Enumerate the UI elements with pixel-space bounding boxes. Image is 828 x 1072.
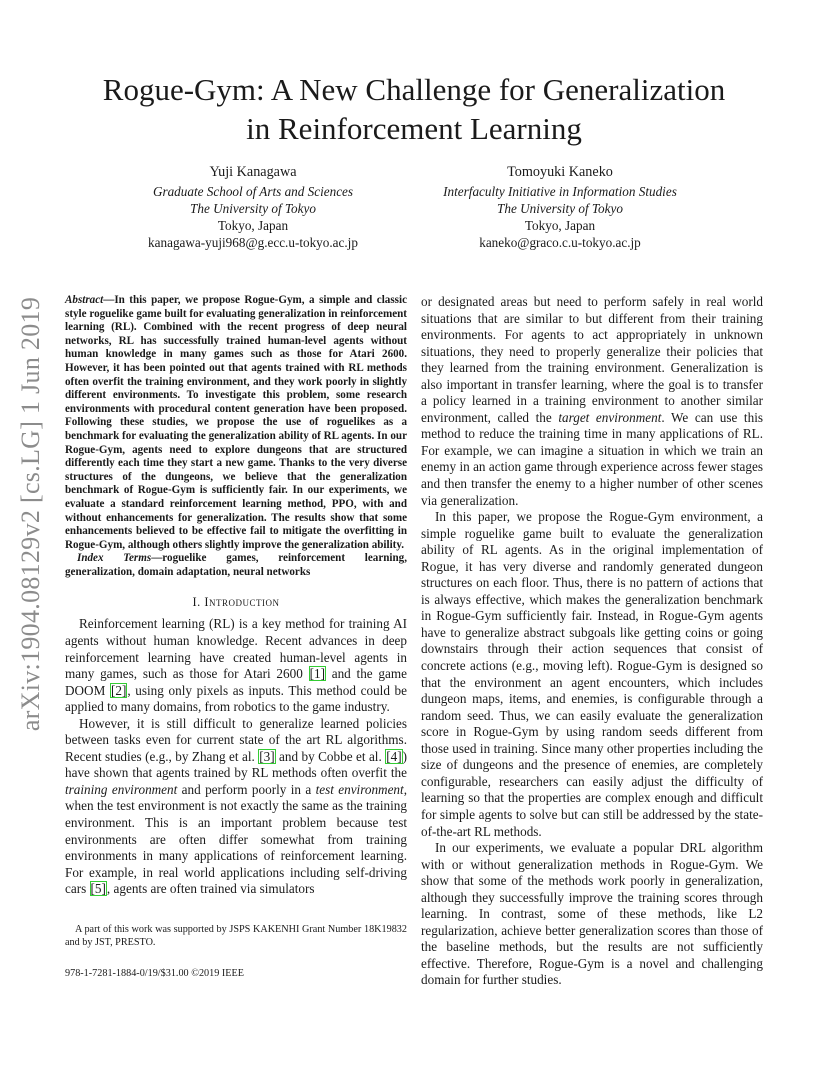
index-terms <box>65 552 407 579</box>
section-title: Introduction <box>204 595 280 610</box>
footnote: A part of this work was supported by JSPS KAKENHI Grant Number 18K19832 and by JST, PRESTO. <box>65 924 407 948</box>
emphasis: test environment <box>315 781 404 797</box>
abstract-lead: Abstract <box>65 294 104 306</box>
text-run: ) have shown that agents trained by RL methods often overfit the <box>65 748 407 781</box>
author-institution: The University of Tokyo <box>190 201 316 216</box>
text-run: , using only pixels as inputs. This method could be applied to many domains, from robotics to the game industry. <box>65 682 408 715</box>
index-terms-lead: Index Terms <box>77 552 152 565</box>
right-column <box>421 294 763 989</box>
section-heading <box>65 595 407 610</box>
author-email[interactable]: kanagawa-yuji968@g.ecc.u-tokyo.ac.jp <box>148 235 358 250</box>
intro-paragraph-1 <box>65 616 407 715</box>
arxiv-stamp <box>12 294 50 734</box>
right-paragraph-2: In this paper, we propose the Rogue-Gym environment, a simple roguelike game built to evaluate the generalization ability of RL agents. As in the original implementation of Rogue, it has very diverse and randomly generated dungeon structures on each floor. Thus, there is no pattern of actions that is always effective, which makes the generalization benchmark in Rogue-Gym sufficiently fair. Instead, in Rogue-Gym agents have to generalize abstract subgoals like getting coins or going downstairs through their action sequences that consist of concrete actions (e.g., moving left). Rogue-Gym is designed so that the environment an agent encounters, which includes dungeon maps, items, and enemies, is configurable through a random seed. Thus, we can easily evaluate the generalization score in Rogue-Gym by using random seeds different from those used in training. Since many other properties including the size of dungeons and the presence of enemies, are completely configurable, researchers can easily adjust the difficulty of learning so that the properties are complex enough and difficult for simple agents to solve but can still be addressed by the state-of-the-art RL methods. <box>421 509 763 839</box>
intro-paragraph-2 <box>65 716 407 898</box>
text-run: and perform poorly in a <box>177 781 316 797</box>
author-block-2 <box>410 164 710 251</box>
author-location: Tokyo, Japan <box>217 218 289 233</box>
citation-link[interactable]: [3] <box>259 748 275 764</box>
author-institution: The University of Tokyo <box>497 201 623 216</box>
paper-title <box>0 70 828 148</box>
section-number: I. <box>192 595 201 610</box>
citation-link[interactable]: [2] <box>110 682 127 698</box>
abstract-text: —In this paper, we propose Rogue-Gym, a simple and classic style roguelike game built for evaluating generalization in reinforcement learning (RL). Combined with the recent progress of deep neural networks, RL has successfully trained human-level agents without human knowledge in many games such as those for Atari 2600. However, it has been pointed out that agents trained with RL methods often overfit the training environment, and they work poorly in slightly different environments. To investigate this problem, some research environments with procedural content generation have been proposed. Following these studies, we propose the use of roguelikes as a benchmark for evaluating the generalization ability of RL agents. In our Rogue-Gym, agents need to explore dungeons that are structured differently each time they start a new game. Thanks to the very diverse structures of the dungeons, we believe that the generalization benchmark of Rogue-Gym is sufficiently fair. In our experiments, we evaluate a standard reinforcement learning method, PPO, with and without enhancements for generalization. The results show that some enhancements believed to be effective fail to mitigate the overfitting in Rogue-Gym, although others slightly improve the generalization ability. <box>65 294 407 551</box>
text-run: , agents are often trained via simulators <box>106 881 315 897</box>
title-line-1: Rogue-Gym: A New Challenge for Generalization <box>102 72 726 107</box>
citation-link[interactable]: [5] <box>90 881 106 897</box>
author-location: Tokyo, Japan <box>524 218 596 233</box>
author-affiliation: Graduate School of Arts and Sciences <box>152 184 354 199</box>
emphasis: target environment <box>558 409 662 425</box>
author-name: Yuji Kanagawa <box>209 164 297 180</box>
text-run: and the game DOOM <box>65 666 407 698</box>
text-run: However, it is still difficult to generalize learned policies between tasks even for current state of the art RL algorithms. Recent studies (e.g., by Zhang et al. <box>65 715 407 764</box>
arxiv-stamp-text: arXiv:1904.08129v2 [cs.LG] 1 Jun 2019 <box>16 296 45 732</box>
emphasis: training environment <box>65 781 178 797</box>
text-run: . We can use this method to reduce the training time in many applications of RL. For example, we can imagine a situation in which we train an enemy in an action game through experience across fewer stages and then transfer the enemy to a higher number of other scenes via generalization. <box>421 409 763 508</box>
copyright-notice: 978-1-7281-1884-0/19/$31.00 ©2019 IEEE <box>65 968 244 979</box>
citation-link[interactable]: [1] <box>309 666 325 682</box>
right-paragraph-1 <box>421 294 763 509</box>
text-run: , when the test environment is not exactly the same as the training environment. This is an important problem because test environments are often differ somewhat from training environments in many applications of reinforcement learning. For example, in real world applications including self-driving cars <box>65 781 407 897</box>
title-line-2: in Reinforcement Learning <box>246 111 582 146</box>
author-affiliation: Interfaculty Initiative in Information Studies <box>443 184 677 199</box>
text-run: or designated areas but need to perform safely in real world situations that are similar to but different from their training environments. For agents to act appropriately in unknown situations, they need to properly generalize their policies that they learned from the training environment. Generalization is also important in transfer learning, where the goal is to transfer a policy learned in a training environment to another similar environment, called the <box>421 294 763 425</box>
author-name: Tomoyuki Kaneko <box>507 164 613 180</box>
index-terms-text: —roguelike games, reinforcement learning, generalization, domain adaptation, neural networks <box>65 552 407 578</box>
abstract <box>65 294 407 552</box>
left-column <box>65 294 407 898</box>
author-block-1 <box>103 164 403 251</box>
citation-link[interactable]: [4] <box>386 748 402 764</box>
text-run: and by Cobbe et al. <box>275 748 386 764</box>
right-paragraph-3: In our experiments, we evaluate a popular DRL algorithm with or without generalization methods in Rogue-Gym. We show that some of the methods work poorly in generalization, although they successfully improve the training scores through learning. In contrast, some of these methods, like L2 regularization, achieve better generalization scores than those of the baseline methods, but the results are not sufficiently effective. Therefore, Rogue-Gym is a novel and challenging domain for further studies. <box>421 840 763 988</box>
text-run: Reinforcement learning (RL) is a key method for training AI agents without human knowledge. Recent advances in deep reinforcement learning have created human-level agents in many games, such as those for Atari 2600 <box>65 616 407 682</box>
author-email[interactable]: kaneko@graco.c.u-tokyo.ac.jp <box>479 235 641 250</box>
